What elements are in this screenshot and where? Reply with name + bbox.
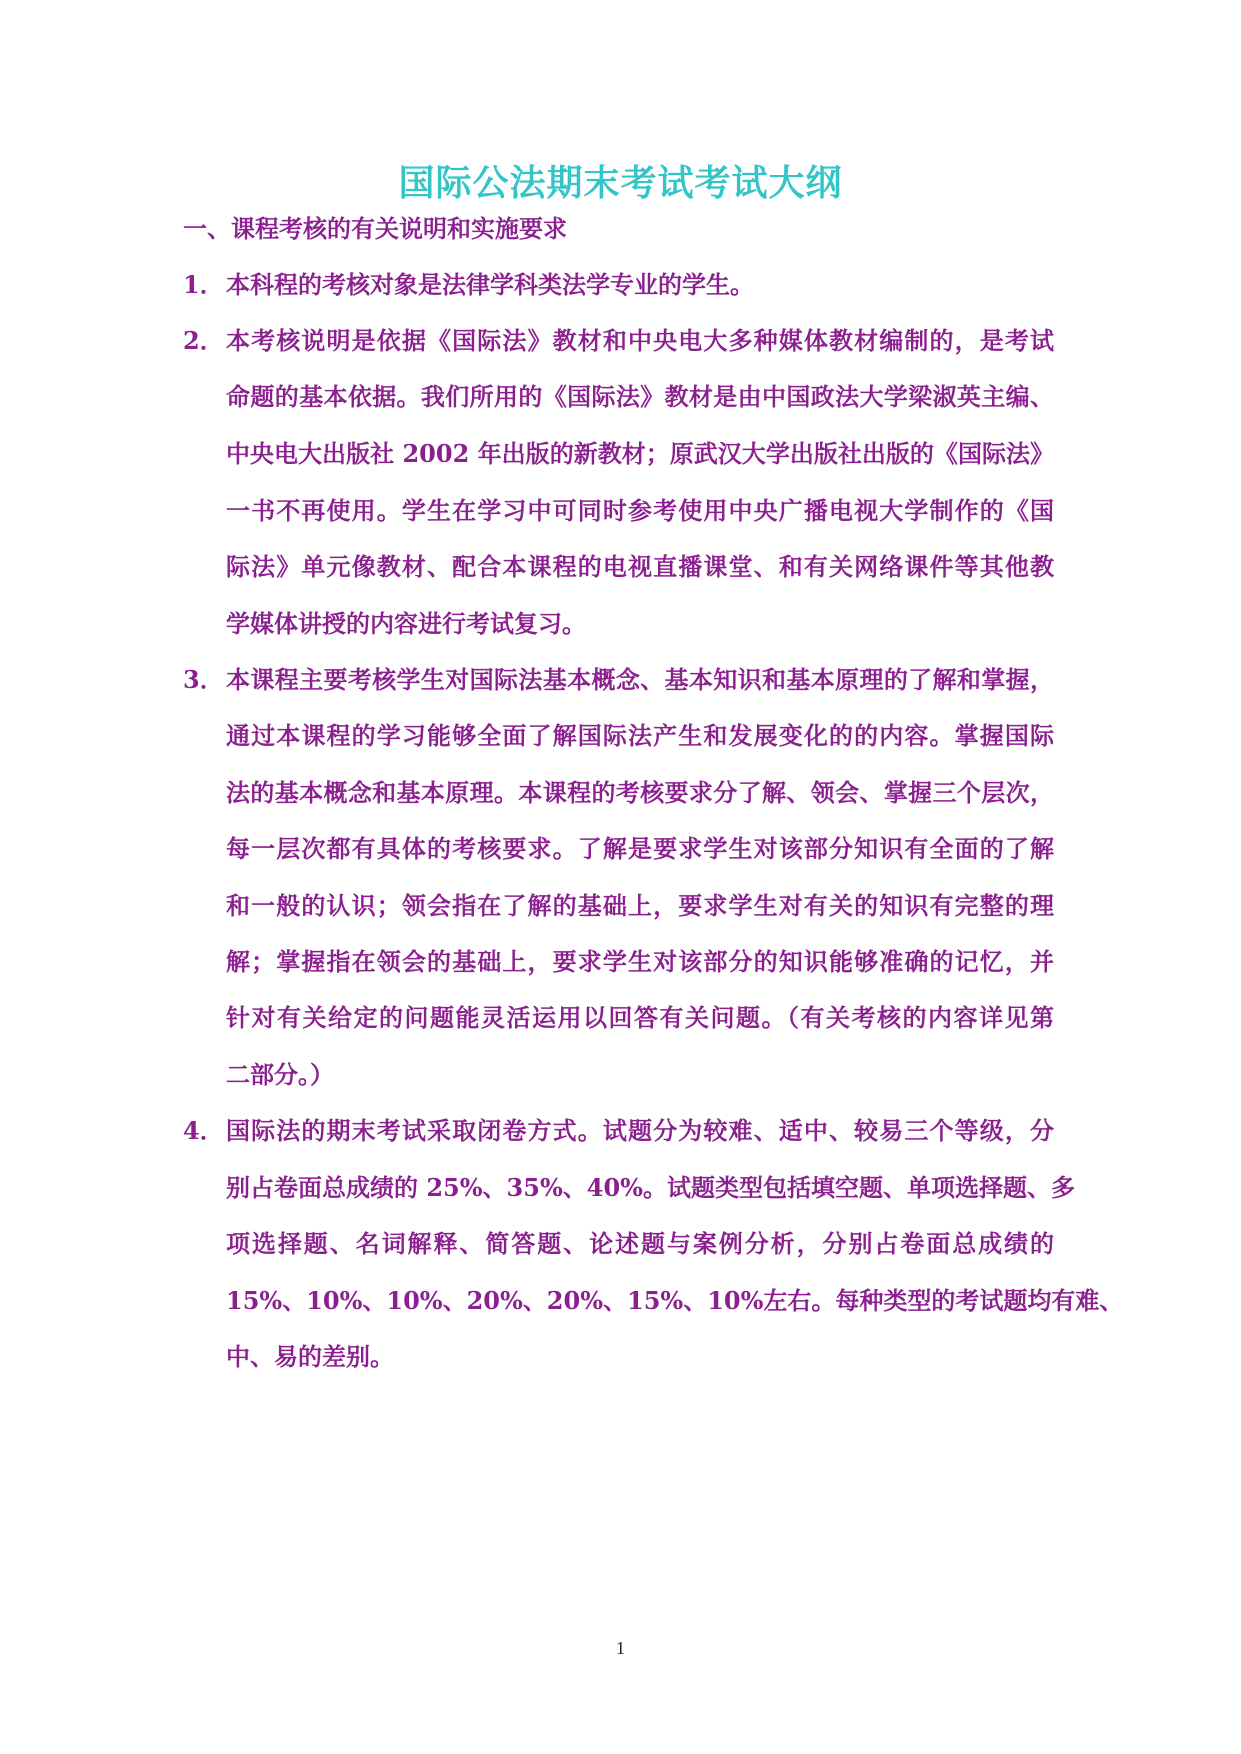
page-number: 1 bbox=[616, 1638, 625, 1658]
item-3-line-1: 本课程主要考核学生对国际法基本概念、基本知识和基本原理的了解和掌握， bbox=[226, 665, 1054, 694]
item-marker-2: 2． bbox=[183, 326, 224, 355]
section-heading: 一、课程考核的有关说明和实施要求 bbox=[183, 214, 567, 243]
item-3-line-7: 针对有关给定的问题能灵活运用以回答有关问题。（有关考核的内容详见第 bbox=[226, 1003, 1054, 1032]
item-marker-1: 1． bbox=[183, 270, 224, 299]
item-marker-3: 3． bbox=[183, 665, 224, 694]
item-3-line-4: 每一层次都有具体的考核要求。了解是要求学生对该部分知识有全面的了解 bbox=[226, 834, 1054, 863]
item-4-line-5: 中、易的差别。 bbox=[226, 1342, 394, 1371]
item-4-line-1: 国际法的期末考试采取闭卷方式。试题分为较难、适中、较易三个等级，分 bbox=[226, 1116, 1054, 1145]
item-4-line-3: 项选择题、名词解释、简答题、论述题与案例分析，分别占卷面总成绩的 bbox=[226, 1229, 1054, 1258]
document-title: 国际公法期末考试考试大纲 bbox=[398, 163, 843, 204]
item-3-line-8: 二部分。） bbox=[226, 1060, 334, 1089]
item-3-line-6: 解；掌握指在领会的基础上，要求学生对该部分的知识能够准确的记忆，并 bbox=[226, 947, 1054, 976]
item-2-line-5: 际法》单元像教材、配合本课程的电视直播课堂、和有关网络课件等其他教 bbox=[226, 552, 1054, 581]
item-2-line-4: 一书不再使用。学生在学习中可同时参考使用中央广播电视大学制作的《国 bbox=[226, 496, 1054, 525]
item-marker-4: 4． bbox=[183, 1116, 224, 1145]
item-3-line-2: 通过本课程的学习能够全面了解国际法产生和发展变化的的内容。掌握国际 bbox=[226, 721, 1054, 750]
item-3-line-3: 法的基本概念和基本原理。本课程的考核要求分了解、领会、掌握三个层次， bbox=[226, 778, 1054, 807]
item-2-line-1: 本考核说明是依据《国际法》教材和中央电大多种媒体教材编制的，是考试 bbox=[226, 326, 1054, 355]
item-4-line-4: 15%、10%、10%、20%、20%、15%、10%左右。每种类型的考试题均有难、 bbox=[226, 1286, 1124, 1315]
item-4-line-2: 别占卷面总成绩的 25%、35%、40%。试题类型包括填空题、单项选择题、多 bbox=[226, 1173, 1075, 1202]
item-2-line-3: 中央电大出版社 2002 年出版的新教材；原武汉大学出版社出版的《国际法》 bbox=[226, 439, 1054, 468]
item-3-line-5: 和一般的认识；领会指在了解的基础上，要求学生对有关的知识有完整的理 bbox=[226, 891, 1054, 920]
item-2-line-6: 学媒体讲授的内容进行考试复习。 bbox=[226, 609, 586, 638]
item-1-line-1: 本科程的考核对象是法律学科类法学专业的学生。 bbox=[226, 270, 754, 299]
item-2-line-2: 命题的基本依据。我们所用的《国际法》教材是由中国政法大学梁淑英主编、 bbox=[226, 382, 1054, 411]
